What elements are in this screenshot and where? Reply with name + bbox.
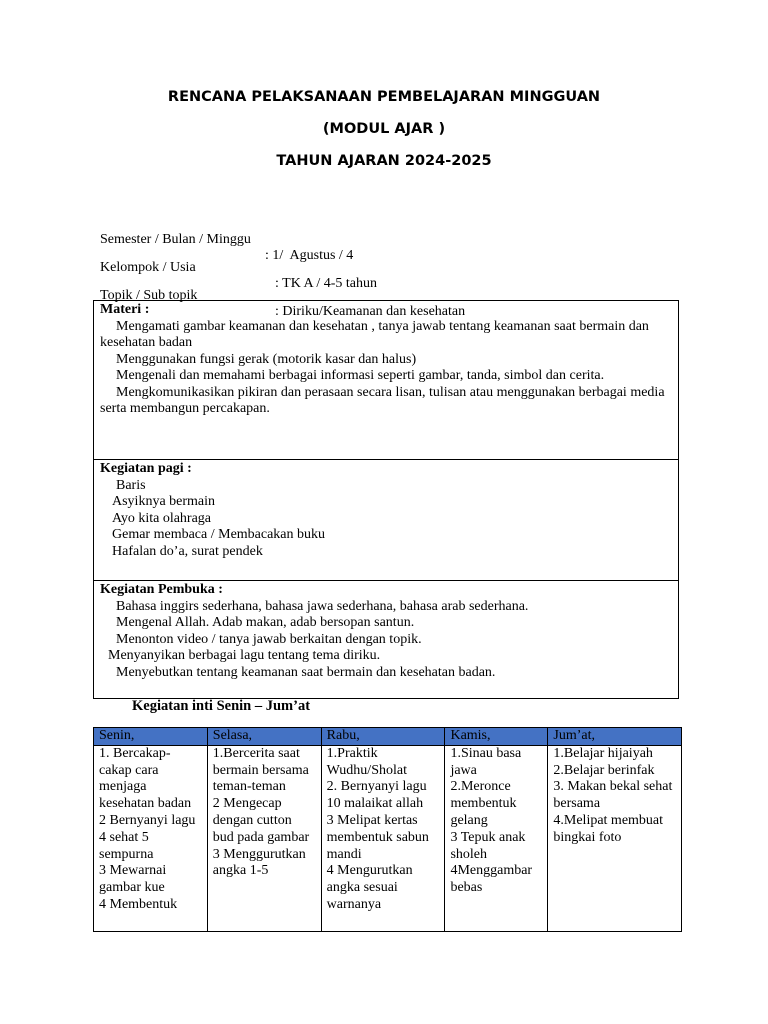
kegiatan-pagi-item: Hafalan do’a, surat pendek [112,543,263,559]
kegiatan-pembuka-item: Menyebutkan tentang keamanan saat bermain dan kesehatan badan. [116,664,496,680]
kegiatan-pembuka-item: Mengenal Allah. Adab makan, adab bersopan santun. [116,615,415,630]
activity-item: 1.Belajar hijaiyah [553,745,653,761]
activity-item: 4 Membentuk [99,896,178,912]
activity-item: 2 Bernyanyi lagu 4 sehat 5 sempurna [99,812,196,862]
kegiatan-inti-title: Kegiatan inti Senin – Jum’at [132,698,311,714]
cell-rabu [321,745,445,931]
kegiatan-pagi-item: Gemar membaca / Membacakan buku [112,527,326,542]
document-subtitle: (MODUL AJAR ) [322,121,446,137]
materi-heading: Materi : [100,302,150,317]
kegiatan-pagi-item: Ayo kita olahraga [112,510,212,526]
materi-item: Mengkomunikasikan pikiran dan perasaan secara lisan, tulisan atau menggunakan berbagai media serta membangun percakapan. [100,384,665,416]
column-header-senin: Senin, [94,728,208,746]
activity-item: 4.Melipat membuat bingkai foto [553,812,664,845]
kegiatan-pembuka-section [93,580,679,699]
materi-section [93,300,679,459]
activity-item: 1.Praktik Wudhu/Sholat [326,745,407,778]
meta-kelompok-value: : TK A / 4-5 tahun [275,276,378,291]
column-header-kamis: Kamis, [445,728,548,746]
materi-item: Mengenali dan memahami berbagai informasi seperti gambar, tanda, simbol dan cerita. [116,368,605,383]
column-header-rabu: Rabu, [321,728,445,746]
academic-year: TAHUN AJARAN 2024-2025 [276,153,492,169]
kegiatan-pagi-heading: Kegiatan pagi : [100,461,192,476]
kegiatan-pembuka-item: Bahasa inggirs sederhana, bahasa jawa sederhana, bahasa arab sederhana. [116,598,529,614]
document-title: RENCANA PELAKSANAAN PEMBELAJARAN MINGGUAN [167,89,601,105]
materi-item: Mengamati gambar keamanan dan kesehatan , tanya jawab tentang keamanan saat bermain dan kesehatan badan [100,318,649,350]
activity-item: 3. Makan bekal sehat bersama [553,779,673,812]
activity-item: 3 Melipat kertas membentuk sabun mandi [326,812,429,862]
meta-topik-label: Topik / Sub topik [100,288,198,303]
kegiatan-pembuka-item: Menyanyikan berbagai lagu tentang tema diriku. [108,648,381,663]
activity-item: 2. Bernyanyi lagu 10 malaikat allah [326,779,427,812]
kegiatan-pagi-item: Baris [116,477,146,493]
activity-item: 1. Bercakap-cakap cara menjaga kesehatan badan [99,745,192,812]
cell-senin [94,745,208,931]
kegiatan-inti-table [93,727,682,932]
kegiatan-pagi-section [93,459,679,580]
materi-item: Menggunakan fungsi gerak (motorik kasar dan halus) [116,351,417,367]
activity-item: 3 Mewarnai gambar kue [99,863,167,896]
meta-semester-label: Semester / Bulan / Minggu [100,232,251,247]
activity-item: 1.Sinau basa jawa [450,745,522,778]
activity-item: 3 Tepuk anak sholeh [450,829,526,862]
activity-item: 2.Belajar berinfak [553,762,655,778]
table-row [94,745,682,931]
cell-selasa [207,745,321,931]
activity-item: 2 Mengecap dengan cutton bud pada gambar [212,796,310,845]
activity-item: 4Menggambar bebas [450,863,533,896]
cell-jumat [548,745,682,931]
column-header-selasa: Selasa, [207,728,321,746]
meta-kelompok-label: Kelompok / Usia [100,260,196,275]
cell-kamis [445,745,548,931]
activity-item: 2.Meronce membentuk gelang [450,779,517,828]
activity-item: 1.Bercerita saat bermain bersama teman-teman [212,745,309,795]
column-header-jumat: Jum’at, [548,728,682,746]
kegiatan-pagi-item: Asyiknya bermain [112,494,216,509]
meta-semester-value: : 1/ Agustus / 4 [265,248,354,263]
kegiatan-pembuka-item: Menonton video / tanya jawab berkaitan dengan topik. [116,631,422,647]
meta-topik-value: : Diriku/Keamanan dan kesehatan [275,304,466,319]
table-header-row [94,728,682,746]
activity-item: 4 Mengurutkan angka sesuai warnanya [326,863,413,912]
activity-item: 3 Menggurutkan angka 1-5 [212,846,306,879]
kegiatan-pembuka-heading: Kegiatan Pembuka : [100,582,223,597]
